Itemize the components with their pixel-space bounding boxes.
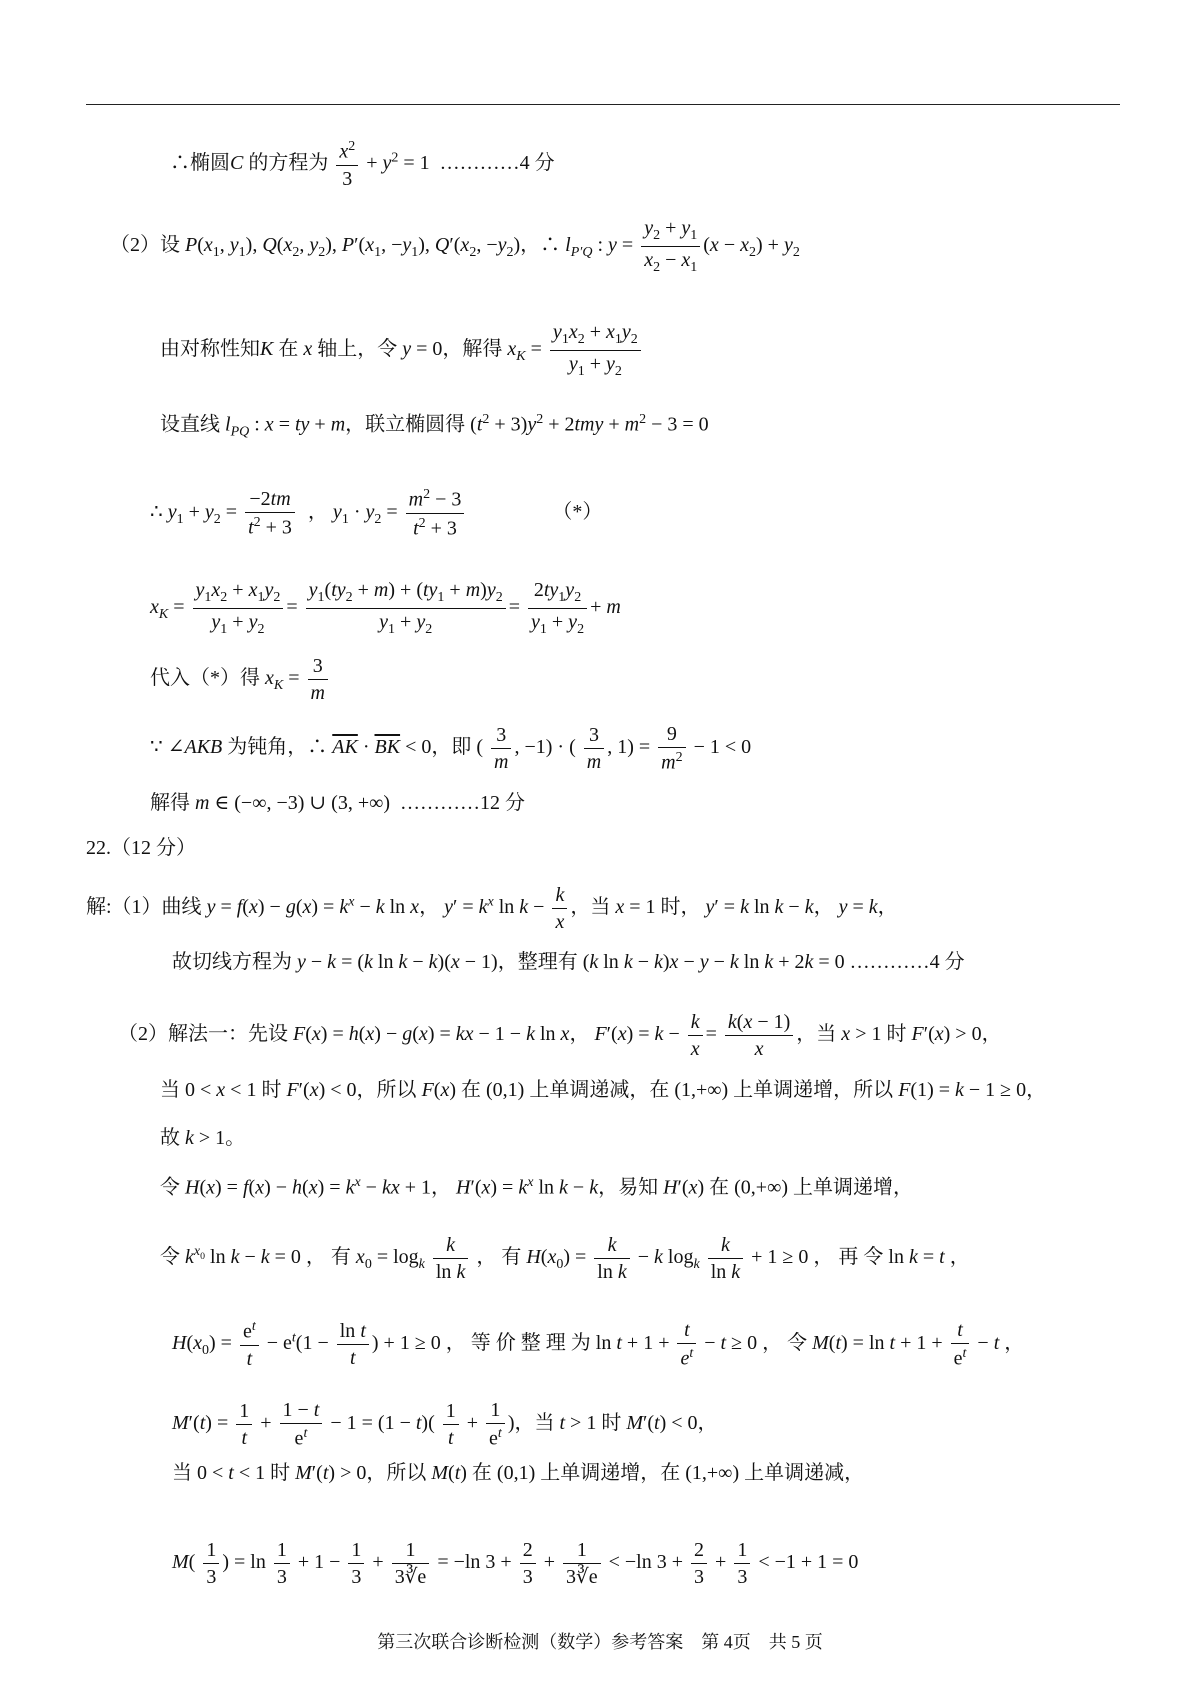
line-10: 22.（12 分） bbox=[86, 837, 196, 859]
line-6: $x_K$ = $\frac{y_1x_2 + x_1y_2}{y_1 + y_2}$ = $\frac{y_1(ty_2 + m) + (ty_1 + m)y_2}{y_1 + y_2}$ = $\frac{2ty_1y_2}{y_1 + y_2}$ + m bbox=[150, 579, 621, 637]
line-9: 解得 m ∈ (−∞, −3) ∪ (3, +∞) …………12 分 bbox=[150, 792, 526, 814]
line-21: M( $\frac{1}{3}$ ) = ln $\frac{1}{3}$ + 1 − $\frac{1}{3}$ + $\frac{1}{3∛e}$ = −ln 3 + $\frac{2}{3}$ + $\frac{1}{3∛e}$ < −ln 3 + $\frac{2}{3}$ + $\frac{1}{3}$ < −1 + 1 = 0 bbox=[172, 1539, 859, 1588]
line-16: 令 $H(x) = f(x) - h(x) = k^x$ − kx + 1， $H'(x) = k^x$ ln k − k，易知 H′(x) 在 (0,+∞) 上单调递增， bbox=[160, 1175, 913, 1199]
line-11: 解:（1）曲线 $y = f(x) - g(x) = k^x - k$ ln x， $y' = k^x$ ln k − $\frac{k}{x}$ ，当 x = 1 时， y′ = k ln k − k， y = k， bbox=[86, 884, 898, 933]
line-13: （2）解法一：先设 F(x) = h(x) − g(x) = kx − 1 − k ln x， F′(x) = k − $\frac{k}{x}$ = $\frac{k(x - 1)}{x}$ ，当 x > 1 时 F′(x) > 0， bbox=[118, 1011, 1002, 1060]
line-18: $H(x_0)$ = $\frac{e^t}{t}$ − $e^t(1$ − $\frac{\text{ln t}}{t}$ ) + 1 ≥ 0 ， 等 价 整 理 为 ln t + 1 + $\frac{t}{e^t}$ − t ≥ 0 ， 令 M(t) = ln t + 1 + $\frac{t}{e^t}$ − t ， bbox=[172, 1319, 1025, 1370]
line-12: 故切线方程为 y − k = (k ln k − k)(x − 1)，整理有 (k ln k − k)x − y − k ln k + 2k = 0 …………4 分 bbox=[172, 951, 965, 973]
line-19: M′(t) = $\frac{1}{t}$ + $\frac{1 - t}{e^t}$ − 1 = (1 − t)( $\frac{1}{t}$ + $\frac{1}{e^t}$ )，当 t > 1 时 M′(t) < 0， bbox=[172, 1399, 718, 1450]
page-footer: 第三次联合诊断检测（数学）参考答案 第 4页 共 5 页 bbox=[377, 1632, 823, 1652]
line-20: 当 0 < t < 1 时 M′(t) > 0，所以 M(t) 在 (0,1) 上单调递增，在 (1,+∞) 上单调递减， bbox=[172, 1462, 865, 1484]
line-1: ∴椭圆C 的方程为 $\frac{x^2}{3}$ + $y^2 = 1$ …………4 分 bbox=[170, 139, 555, 190]
line-15: 故 k > 1。 bbox=[160, 1127, 246, 1149]
line-4: 设直线 $l_{PQ}$ : x = ty + m，联立椭圆得 $(t^2 + 3)y^2 + 2tmy + m^2 - 3 = 0$ bbox=[160, 412, 709, 440]
line-14: 当 0 < x < 1 时 F′(x) < 0，所以 F(x) 在 (0,1) 上单调递减，在 (1,+∞) 上单调递增，所以 F(1) = k − 1 ≥ 0， bbox=[160, 1079, 1047, 1101]
header-rule bbox=[86, 104, 1120, 105]
line-7: 代入（*）得 $x_K$ = $\frac{3}{m}$ bbox=[150, 656, 331, 703]
line-5: ∴ $y_1 + y_2$ = $\frac{-2tm}{t^2 + 3}$ ， $y_1 \cdot y_2$ = $\frac{m^2 - 3}{t^2 + 3}$ （*） bbox=[150, 487, 603, 540]
line-8: ∵ ∠AKB 为钝角，∴ $\overline{AK} \cdot \overline{BK} < 0$，即 ( $\frac{3}{m}$ , −1) · ( $\frac{3}{m}$ , 1) = $\frac{9}{m^2}$ − 1 < 0 bbox=[150, 723, 752, 774]
line-3: 由对称性知K 在 x 轴上，令 y = 0，解得 $x_K$ = $\frac{y_1x_2 + x_1y_2}{y_1 + y_2}$ bbox=[160, 322, 644, 379]
line-17: 令 $k^{x_0}$ ln k − k = 0 ， 有 $x_0 = \log_k$ $\frac{k}{\text{ln k}}$ ， 有 $H(x_0)$ = $\frac{k}{\text{ln k}}$ − k $\log_k$ $\frac{k}{\text{ln k}}$ + 1 ≥ 0 ， 再 令 ln k = t ， bbox=[160, 1234, 970, 1283]
line-2: （2）设 $P(x_1$, $y_1$), $Q(x_2$, $y_2$), $P'(x_1$, $-y_1$), $Q'(x_2$, $-y_2$)，∴ $l_{P'Q}$ : y = $\frac{y_2 + y_1}{x_2 - x_1}$ $(x - x_2) + y_2$ bbox=[110, 217, 800, 275]
